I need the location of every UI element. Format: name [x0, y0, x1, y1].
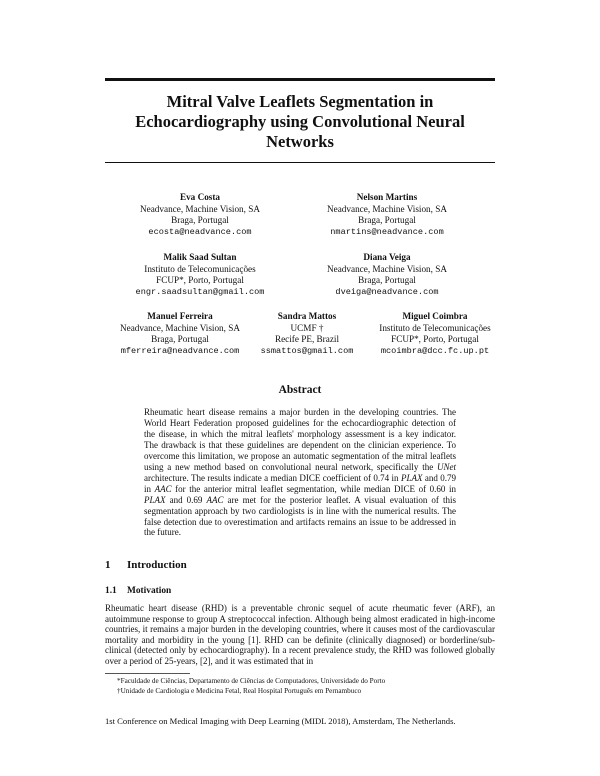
abstract-text: Rheumatic heart disease remains a major burden in the developing countries. The World Heart Federation proposed guidelines for the echocardiographic detection of the disease, in which the mitral leaflets' morphology assessment is a key indicator. The drawback is that these guidelines are dependent on the clinician experience. To overcome this limitation, we propose an automatic segmentation of the mitral leaflets using a new method based on convolutional neural network, specifically the UNet architecture. The results indicate a median DICE coefficient of 0.74 in PLAX and 0.79 in AAC for the anterior mitral leaflet segmentation, while median DICE of 0.60 in PLAX and 0.69 AAC are met for the posterior leaflet. A visual evaluation of this segmentation approach by two cardiologists is in line with the numerical results. The false detection due to overestimation and artifacts remains an issue to be addressed in the future. — [144, 407, 457, 538]
author-affiliation: Neadvance, Machine Vision, SA — [140, 203, 260, 214]
author-location: Recife PE, Brazil — [274, 334, 340, 344]
title-bottom-rule — [105, 162, 495, 163]
author-affiliation: Neadvance, Machine Vision, SA — [327, 203, 447, 214]
footnote-rule — [105, 673, 190, 674]
author-email: nmartins@neadvance.com — [330, 226, 444, 237]
author-block — [110, 192, 290, 238]
abstract-heading: Abstract — [278, 384, 322, 396]
author-email: engr.saadsultan@gmail.com — [135, 286, 265, 297]
author-location: Braga, Portugal — [358, 215, 416, 225]
subsection-heading — [105, 586, 171, 596]
math-plax: PLAX — [400, 472, 423, 483]
math-unet: UNet — [437, 461, 456, 472]
author-location: Braga, Portugal — [358, 275, 416, 285]
conference-note: 1st Conference on Medical Imaging with Deep Learning (MIDL 2018), Amsterdam, The Netherlands. — [105, 716, 456, 726]
author-email: mferreira@neadvance.com — [120, 345, 240, 356]
author-affiliation: Instituto de Telecomunicações — [144, 263, 256, 274]
author-name: Eva Costa — [179, 192, 221, 202]
body-paragraph: Rheumatic heart disease (RHD) is a preventable chronic sequel of acute rheumatic fever (ARF), an autoimmune response to group A streptococcal infection. Although being almost eradicated in high-income countries, it remains a major burden in the developing countries, where it causes most of the cardiovascular mortality and morbidity in the young [1]. RHD can be definite (clinically diagnosed) or borderline/sub-clinical (detected only by echocardiography). In a recent prevalence study, the RHD was followed globally over a period of 25-years, [2], and it was estimated that in — [105, 603, 495, 666]
section-title: Introduction — [127, 559, 187, 571]
author-email: ssmattos@gmail.com — [260, 345, 354, 356]
math-aac: AAC — [206, 494, 224, 505]
author-name: Diana Veiga — [363, 252, 411, 262]
math-plax: PLAX — [144, 494, 166, 505]
author-name: Manuel Ferreira — [147, 311, 213, 321]
section-heading — [105, 559, 187, 571]
author-name: Nelson Martins — [356, 192, 418, 202]
author-location: Braga, Portugal — [171, 215, 229, 225]
author-location: FCUP*, Porto, Portugal — [156, 275, 244, 285]
author-email: ecosta@neadvance.com — [148, 226, 252, 237]
author-affiliation: UCMF † — [290, 322, 324, 333]
subsection-title: Motivation — [127, 586, 172, 596]
footnote: *Faculdade de Ciências, Departamento de Ciências de Computadores, Universidade do Porto — [117, 677, 386, 685]
author-name: Miguel Coimbra — [402, 311, 468, 321]
author-location: FCUP*, Porto, Portugal — [391, 334, 479, 344]
paper-title — [105, 92, 495, 152]
math-aac: AAC — [154, 483, 172, 494]
author-name: Sandra Mattos — [277, 311, 337, 321]
title-line: Mitral Valve Leaflets Segmentation in — [166, 92, 434, 111]
author-block — [110, 252, 290, 298]
footnote: †Unidade de Cardiologia e Medicina Fetal, Real Hospital Português em Pernambuco — [117, 687, 362, 695]
author-block — [297, 192, 477, 238]
author-affiliation: Neadvance, Machine Vision, SA — [120, 322, 240, 333]
title-line: Echocardiography using Convolutional Neural — [135, 112, 465, 131]
author-email: dveiga@neadvance.com — [335, 286, 439, 297]
title-top-rule — [105, 78, 495, 81]
author-block — [100, 311, 260, 357]
author-location: Braga, Portugal — [151, 334, 209, 344]
author-block — [297, 252, 477, 298]
section-number: 1 — [105, 559, 111, 571]
author-affiliation: Neadvance, Machine Vision, SA — [327, 263, 447, 274]
author-email: mcoimbra@dcc.fc.up.pt — [380, 345, 490, 356]
author-block — [355, 311, 515, 357]
title-line: Networks — [266, 132, 334, 151]
author-block — [252, 311, 362, 357]
author-affiliation: Instituto de Telecomunicações — [379, 322, 491, 333]
subsection-number: 1.1 — [105, 586, 117, 596]
author-name: Malik Saad Sultan — [163, 252, 237, 262]
